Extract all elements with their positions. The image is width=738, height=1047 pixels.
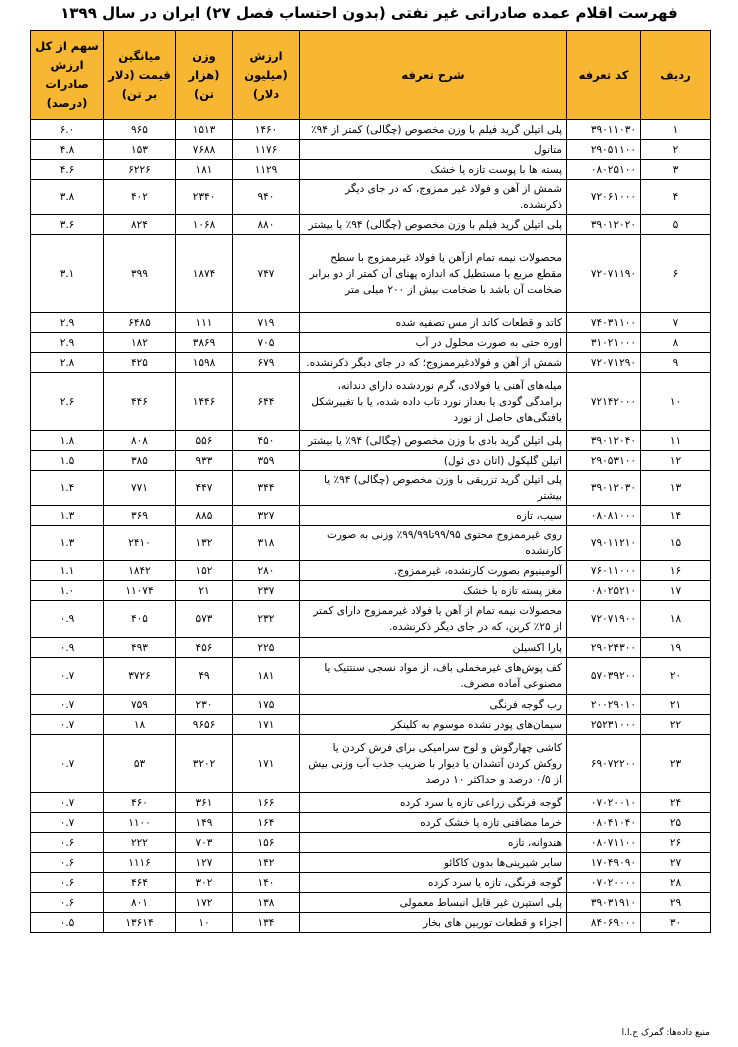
cell-description: محصولات نیمه تمام ازآهن یا فولاد غیرممزوج با سطح مقطع مربع یا مستطیل که اندازه پهنای آن کمتر از دو برابر ضخامت آن باشد با ضخامت بیش از ۲۰۰ میلی متر: [300, 235, 567, 313]
cell-tariff-code: ۳۹۰۱۲۰۲۰: [567, 215, 641, 235]
cell-value: ۱۱۲۹: [233, 160, 300, 180]
cell-weight: ۱۴۴۶: [176, 373, 233, 431]
cell-avg-price: ۱۵۳: [104, 140, 176, 160]
cell-tariff-code: ۰۷۰۲۰۰۰۰: [567, 873, 641, 893]
cell-tariff-code: ۷۴۰۳۱۱۰۰: [567, 313, 641, 333]
cell-description: گوجه فرنگی زراعی تازه یا سرد کرده: [300, 793, 567, 813]
cell-avg-price: ۴۶۴: [104, 873, 176, 893]
cell-value: ۱۶۴: [233, 813, 300, 833]
cell-share: ۲.۹: [31, 313, 104, 333]
table-row: [31, 658, 711, 695]
table-row: [31, 526, 711, 561]
cell-tariff-code: ۰۷۰۲۰۰۱۰: [567, 793, 641, 813]
cell-weight: ۱۳۲: [176, 526, 233, 561]
cell-avg-price: ۹۶۵: [104, 120, 176, 140]
cell-description: شمش از آهن و فولادغیرممزوج؛ که در جای دیگر ذکرنشده.: [300, 353, 567, 373]
cell-tariff-code: ۵۷۰۳۹۲۰۰: [567, 658, 641, 695]
cell-value: ۴۵۰: [233, 431, 300, 451]
cell-description: پلی اتیلن گرید تزریقی با وزن مخصوص (چگالی) ۹۴٪ یا بیشتر: [300, 471, 567, 506]
cell-row-number: ۱۱: [641, 431, 711, 451]
cell-description: کاتد و قطعات کاتد از مس تصفیه شده: [300, 313, 567, 333]
cell-avg-price: ۲۲۲: [104, 833, 176, 853]
cell-weight: ۱۱۱: [176, 313, 233, 333]
cell-tariff-code: ۶۹۰۷۲۲۰۰: [567, 735, 641, 793]
table-row: [31, 735, 711, 793]
cell-avg-price: ۴۰۲: [104, 180, 176, 215]
cell-weight: ۱۵۲: [176, 561, 233, 581]
cell-value: ۱۸۱: [233, 658, 300, 695]
table-row: [31, 313, 711, 333]
cell-value: ۱۳۸: [233, 893, 300, 913]
cell-share: ۰.۷: [31, 735, 104, 793]
table-row: [31, 140, 711, 160]
cell-value: ۶۴۴: [233, 373, 300, 431]
cell-share: ۲.۸: [31, 353, 104, 373]
cell-value: ۳۴۴: [233, 471, 300, 506]
cell-description: پلی اتیلن گرید فیلم با وزن مخصوص (چگالی) ۹۴٪ یا بیشتر: [300, 215, 567, 235]
cell-row-number: ۱۶: [641, 561, 711, 581]
cell-row-number: ۱۰: [641, 373, 711, 431]
cell-description: گوجه فرنگی، تازه یا سرد کرده: [300, 873, 567, 893]
table-row: [31, 695, 711, 715]
cell-weight: ۳۶۱: [176, 793, 233, 813]
cell-row-number: ۲۴: [641, 793, 711, 813]
table-row: [31, 160, 711, 180]
cell-weight: ۵۵۶: [176, 431, 233, 451]
exports-table: [30, 30, 711, 933]
header-value: ارزش (میلیون دلار): [233, 31, 300, 120]
cell-weight: ۲۳۰: [176, 695, 233, 715]
cell-value: ۱۳۴: [233, 913, 300, 933]
cell-avg-price: ۱۸: [104, 715, 176, 735]
cell-value: ۶۷۹: [233, 353, 300, 373]
table-row: [31, 333, 711, 353]
cell-avg-price: ۱۱۰۰: [104, 813, 176, 833]
cell-tariff-code: ۷۲۰۷۱۹۰۰: [567, 601, 641, 638]
cell-value: ۱۷۱: [233, 715, 300, 735]
cell-row-number: ۵: [641, 215, 711, 235]
cell-description: سیب، تازه: [300, 506, 567, 526]
cell-row-number: ۸: [641, 333, 711, 353]
cell-row-number: ۲۲: [641, 715, 711, 735]
cell-share: ۲.۶: [31, 373, 104, 431]
cell-description: اجزاء و قطعات توربین های بخار: [300, 913, 567, 933]
table-row: [31, 601, 711, 638]
cell-row-number: ۲: [641, 140, 711, 160]
cell-avg-price: ۳۸۵: [104, 451, 176, 471]
cell-row-number: ۱۴: [641, 506, 711, 526]
cell-tariff-code: ۳۹۰۳۱۹۱۰: [567, 893, 641, 913]
cell-avg-price: ۶۴۸۵: [104, 313, 176, 333]
cell-avg-price: ۲۴۱۰: [104, 526, 176, 561]
cell-avg-price: ۸۲۴: [104, 215, 176, 235]
cell-weight: ۸۸۵: [176, 506, 233, 526]
header-row-number: ردیف: [641, 31, 711, 120]
table-row: [31, 873, 711, 893]
table-row: [31, 893, 711, 913]
cell-share: ۰.۵: [31, 913, 104, 933]
cell-row-number: ۳۰: [641, 913, 711, 933]
cell-row-number: ۶: [641, 235, 711, 313]
cell-value: ۲۸۰: [233, 561, 300, 581]
cell-description: پسته ها با پوست تازه یا خشک: [300, 160, 567, 180]
cell-share: ۰.۹: [31, 601, 104, 638]
cell-description: کاشی چهارگوش و لوح سرامیکی برای فرش کردن یا روکش کردن آتشدان یا دیوار با ضریب جذب آب وزنی بیش از ۰/۵ درصد و حداکثر ۱۰ درصد: [300, 735, 567, 793]
cell-row-number: ۲۱: [641, 695, 711, 715]
cell-value: ۱۴۲: [233, 853, 300, 873]
table-row: [31, 506, 711, 526]
cell-description: پلی اتیلن گرید فیلم با وزن مخصوص (چگالی) کمتر از ۹۴٪: [300, 120, 567, 140]
source-note: منبع داده‌ها: گمرک ج.ا.ا: [621, 1028, 710, 1038]
cell-share: ۴.۸: [31, 140, 104, 160]
table-row: [31, 793, 711, 813]
cell-tariff-code: ۰۸۰۲۵۲۱۰: [567, 581, 641, 601]
cell-weight: ۳۸۶۹: [176, 333, 233, 353]
table-row: [31, 215, 711, 235]
cell-tariff-code: ۷۲۱۴۲۰۰۰: [567, 373, 641, 431]
cell-description: پلی اتیلن گرید بادی با وزن مخصوص (چگالی) ۹۴٪ یا بیشتر: [300, 431, 567, 451]
cell-description: محصولات نیمه تمام از آهن یا فولاد غیرممزوج دارای کمتر از ۲۵٪ کربن، که در جای دیگر ذکرنشده.: [300, 601, 567, 638]
cell-share: ۱.۸: [31, 431, 104, 451]
cell-description: اتیلن گلیکول (اتان دی ئول): [300, 451, 567, 471]
cell-avg-price: ۱۸۲: [104, 333, 176, 353]
cell-tariff-code: ۳۹۰۱۲۰۴۰: [567, 431, 641, 451]
cell-row-number: ۴: [641, 180, 711, 215]
cell-weight: ۱۰: [176, 913, 233, 933]
cell-value: ۳۲۷: [233, 506, 300, 526]
cell-description: روی غیرممزوج محتوی ۹۹/۹۵تا۹۹/۹۹٪ وزنی به صورت کارنشده: [300, 526, 567, 561]
cell-row-number: ۹: [641, 353, 711, 373]
cell-weight: ۲۱: [176, 581, 233, 601]
cell-avg-price: ۵۳: [104, 735, 176, 793]
cell-row-number: ۲۵: [641, 813, 711, 833]
cell-avg-price: ۱۱۱۶: [104, 853, 176, 873]
cell-avg-price: ۳۷۲۶: [104, 658, 176, 695]
cell-share: ۱.۱: [31, 561, 104, 581]
cell-share: ۰.۶: [31, 893, 104, 913]
cell-value: ۱۴۰: [233, 873, 300, 893]
cell-row-number: ۲۷: [641, 853, 711, 873]
cell-share: ۶.۰: [31, 120, 104, 140]
cell-avg-price: ۸۰۱: [104, 893, 176, 913]
cell-tariff-code: ۷۲۰۷۱۲۹۰: [567, 353, 641, 373]
cell-tariff-code: ۲۹۰۲۴۳۰۰: [567, 638, 641, 658]
table-row: [31, 373, 711, 431]
cell-weight: ۴۹: [176, 658, 233, 695]
cell-avg-price: ۷۷۱: [104, 471, 176, 506]
cell-tariff-code: ۰۸۰۲۵۱۰۰: [567, 160, 641, 180]
cell-weight: ۱۲۷: [176, 853, 233, 873]
table-row: [31, 813, 711, 833]
cell-avg-price: ۴۶۰: [104, 793, 176, 813]
cell-description: شمش از آهن و فولاد غیر ممزوج، که در جای دیگر ذکرنشده.: [300, 180, 567, 215]
cell-description: اوره حتی به صورت محلول در آب: [300, 333, 567, 353]
cell-description: سیمان‌های پودر نشده موسوم به کلینکر: [300, 715, 567, 735]
cell-share: ۰.۶: [31, 833, 104, 853]
cell-tariff-code: ۲۵۲۳۱۰۰۰: [567, 715, 641, 735]
cell-avg-price: ۸۰۸: [104, 431, 176, 451]
cell-value: ۱۱۷۶: [233, 140, 300, 160]
cell-value: ۲۲۵: [233, 638, 300, 658]
cell-share: ۱.۵: [31, 451, 104, 471]
cell-avg-price: ۱۸۴۲: [104, 561, 176, 581]
cell-weight: ۹۶۵۶: [176, 715, 233, 735]
cell-avg-price: ۷۵۹: [104, 695, 176, 715]
cell-tariff-code: ۸۴۰۶۹۰۰۰: [567, 913, 641, 933]
cell-tariff-code: ۳۱۰۲۱۰۰۰: [567, 333, 641, 353]
cell-avg-price: ۴۹۳: [104, 638, 176, 658]
header-avg-price: میانگین قیمت (دلار بر تن): [104, 31, 176, 120]
cell-row-number: ۲۹: [641, 893, 711, 913]
cell-value: ۳۱۸: [233, 526, 300, 561]
cell-avg-price: ۴۲۵: [104, 353, 176, 373]
table-row: [31, 581, 711, 601]
cell-value: ۱۴۶۰: [233, 120, 300, 140]
table-row: [31, 120, 711, 140]
header-row: [31, 31, 711, 120]
cell-tariff-code: ۲۹۰۵۳۱۰۰: [567, 451, 641, 471]
cell-share: ۱.۳: [31, 506, 104, 526]
cell-value: ۷۴۷: [233, 235, 300, 313]
cell-tariff-code: ۱۷۰۴۹۰۹۰: [567, 853, 641, 873]
cell-share: ۳.۶: [31, 215, 104, 235]
cell-weight: ۱۴۹: [176, 813, 233, 833]
page-title: فهرست اقلام عمده صادراتی غیر نفتی (بدون احتساب فصل ۲۷) ایران در سال ۱۳۹۹: [60, 4, 678, 22]
cell-value: ۷۰۵: [233, 333, 300, 353]
cell-share: ۱.۰: [31, 581, 104, 601]
cell-description: آلومینیوم بصورت کارنشده، غیرممزوج.: [300, 561, 567, 581]
cell-avg-price: ۴۴۶: [104, 373, 176, 431]
cell-share: ۳.۱: [31, 235, 104, 313]
cell-value: ۱۵۶: [233, 833, 300, 853]
cell-weight: ۱۰۶۸: [176, 215, 233, 235]
cell-value: ۸۸۰: [233, 215, 300, 235]
cell-row-number: ۱: [641, 120, 711, 140]
cell-avg-price: ۱۱۰۷۴: [104, 581, 176, 601]
cell-row-number: ۲۶: [641, 833, 711, 853]
cell-share: ۰.۷: [31, 658, 104, 695]
cell-description: هندوانه، تازه: [300, 833, 567, 853]
cell-value: ۲۳۷: [233, 581, 300, 601]
cell-description: میله‌های آهنی یا فولادی، گرم نوردشده دارای دندانه، برامدگی گودی یا بعداز نورد تاب داده شده، یا با تغییرشکل یافتگی‌های حاصل از نورد: [300, 373, 567, 431]
cell-description: پارا اکسیلن: [300, 638, 567, 658]
header-weight: وزن (هزار تن): [176, 31, 233, 120]
cell-avg-price: ۳۶۹: [104, 506, 176, 526]
cell-share: ۰.۶: [31, 873, 104, 893]
cell-row-number: ۷: [641, 313, 711, 333]
cell-row-number: ۱۸: [641, 601, 711, 638]
cell-tariff-code: ۰۸۰۴۱۰۴۰: [567, 813, 641, 833]
cell-weight: ۷۰۳: [176, 833, 233, 853]
cell-row-number: ۱۵: [641, 526, 711, 561]
cell-description: خرما مضافتی تازه یا خشک کرده: [300, 813, 567, 833]
cell-row-number: ۲۸: [641, 873, 711, 893]
cell-row-number: ۲۳: [641, 735, 711, 793]
cell-share: ۱.۳: [31, 526, 104, 561]
cell-tariff-code: ۲۰۰۲۹۰۱۰: [567, 695, 641, 715]
table-row: [31, 715, 711, 735]
table-row: [31, 638, 711, 658]
cell-description: پلی استیرن غیر قابل انبساط معمولی: [300, 893, 567, 913]
cell-weight: ۱۷۲: [176, 893, 233, 913]
table-row: [31, 180, 711, 215]
cell-value: ۱۷۵: [233, 695, 300, 715]
cell-value: ۱۷۱: [233, 735, 300, 793]
cell-weight: ۱۸۷۴: [176, 235, 233, 313]
cell-tariff-code: ۷۹۰۱۱۲۱۰: [567, 526, 641, 561]
cell-row-number: ۲۰: [641, 658, 711, 695]
cell-row-number: ۱۹: [641, 638, 711, 658]
cell-value: ۱۶۶: [233, 793, 300, 813]
cell-tariff-code: ۷۲۰۷۱۱۹۰: [567, 235, 641, 313]
cell-weight: ۱۸۱: [176, 160, 233, 180]
cell-weight: ۳۰۲: [176, 873, 233, 893]
cell-tariff-code: ۷۲۰۶۱۰۰۰: [567, 180, 641, 215]
table-row: [31, 561, 711, 581]
cell-value: ۳۵۹: [233, 451, 300, 471]
cell-weight: ۲۳۴۰: [176, 180, 233, 215]
cell-description: رب گوجه فرنگی: [300, 695, 567, 715]
header-description: شرح تعرفه: [300, 31, 567, 120]
cell-description: سایر شیرینی‌ها بدون کاکائو: [300, 853, 567, 873]
cell-avg-price: ۱۳۶۱۴: [104, 913, 176, 933]
table-row: [31, 235, 711, 313]
table-row: [31, 471, 711, 506]
cell-share: ۱.۴: [31, 471, 104, 506]
cell-tariff-code: ۳۹۰۱۲۰۳۰: [567, 471, 641, 506]
cell-share: ۳.۸: [31, 180, 104, 215]
cell-share: ۰.۷: [31, 813, 104, 833]
header-tariff-code: کد تعرفه: [567, 31, 641, 120]
table-row: [31, 451, 711, 471]
cell-weight: ۳۲۰۲: [176, 735, 233, 793]
cell-weight: ۱۵۱۳: [176, 120, 233, 140]
cell-description: کف پوش‌های غیرمخملی باف، از مواد نسجی سنتتیک یا مصنوعی آماده مصرف.: [300, 658, 567, 695]
cell-row-number: ۱۲: [641, 451, 711, 471]
table-row: [31, 353, 711, 373]
cell-avg-price: ۶۲۲۶: [104, 160, 176, 180]
cell-description: متانول: [300, 140, 567, 160]
cell-tariff-code: ۰۸۰۷۱۱۰۰: [567, 833, 641, 853]
cell-weight: ۷۶۸۸: [176, 140, 233, 160]
cell-row-number: ۳: [641, 160, 711, 180]
cell-weight: ۵۷۳: [176, 601, 233, 638]
cell-weight: ۱۵۹۸: [176, 353, 233, 373]
table-row: [31, 431, 711, 451]
table-row: [31, 833, 711, 853]
cell-share: ۰.۷: [31, 715, 104, 735]
cell-tariff-code: ۷۶۰۱۱۰۰۰: [567, 561, 641, 581]
cell-value: ۷۱۹: [233, 313, 300, 333]
cell-tariff-code: ۲۹۰۵۱۱۰۰: [567, 140, 641, 160]
table-row: [31, 853, 711, 873]
cell-avg-price: ۴۰۵: [104, 601, 176, 638]
cell-share: ۰.۶: [31, 853, 104, 873]
cell-row-number: ۱۷: [641, 581, 711, 601]
cell-tariff-code: ۳۹۰۱۱۰۳۰: [567, 120, 641, 140]
cell-share: ۰.۷: [31, 793, 104, 813]
cell-share: ۰.۷: [31, 695, 104, 715]
cell-weight: ۴۴۷: [176, 471, 233, 506]
cell-value: ۹۴۰: [233, 180, 300, 215]
table-body: [31, 120, 711, 933]
table-row: [31, 913, 711, 933]
cell-description: مغز پسته تازه یا خشک: [300, 581, 567, 601]
cell-row-number: ۱۳: [641, 471, 711, 506]
cell-value: ۲۳۲: [233, 601, 300, 638]
cell-share: ۲.۹: [31, 333, 104, 353]
cell-weight: ۴۵۶: [176, 638, 233, 658]
cell-share: ۰.۹: [31, 638, 104, 658]
cell-share: ۴.۶: [31, 160, 104, 180]
header-share: سهم از کل ارزش صادرات (درصد): [31, 31, 104, 120]
cell-weight: ۹۳۳: [176, 451, 233, 471]
cell-avg-price: ۳۹۹: [104, 235, 176, 313]
cell-tariff-code: ۰۸۰۸۱۰۰۰: [567, 506, 641, 526]
